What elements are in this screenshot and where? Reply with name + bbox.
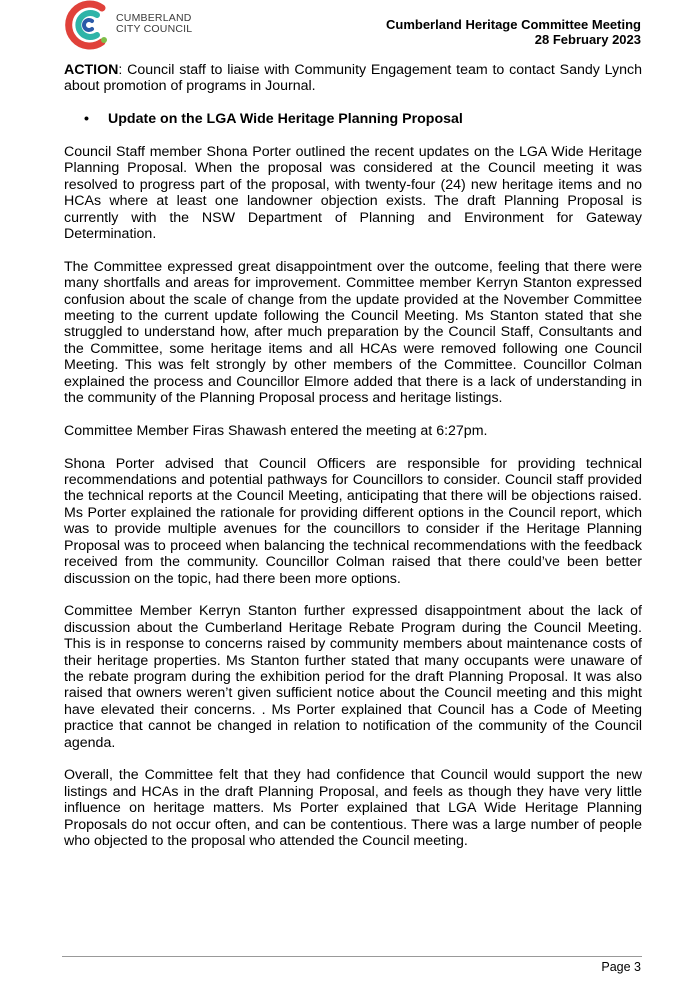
action-item (64, 62, 642, 95)
section-heading-text: Update on the LGA Wide Heritage Planning Proposal (108, 111, 463, 128)
action-label: ACTION (64, 62, 119, 78)
paragraph-4: Shona Porter advised that Council Officers are responsible for providing technical recommendations and potential pathways for Councillors to consider. Council staff provided the technical reports at the Council Meeting, anticipating that there will be objections raised. Ms Porter explained the rationale for providing different options in the Council report, which was to provide multiple avenues for the councillors to consider if the Heritage Planning Proposal was to proceed when balancing the technical recommendations with the feedback received from the community. Councillor Colman raised that there could’ve been better discussion on the topic, had there been more options. (64, 455, 642, 587)
paragraph-1: Council Staff member Shona Porter outlined the recent updates on the LGA Wide Heritage Planning Proposal. When the proposal was considered at the Council meeting it was resolved to progress part of the proposal, with twenty-four (24) new heritage items and no HCAs where at least one landowner objection exists. The draft Planning Proposal is currently with the NSW Department of Planning and Environment for Gateway Determination. (64, 144, 642, 243)
bullet-dot-icon: • (84, 111, 89, 128)
logo-wordmark (116, 13, 192, 35)
council-logo (64, 0, 204, 50)
action-text: : Council staff to liaise with Community Engagement team to contact Sandy Lynch about promotion of programs in Journal. (64, 62, 642, 95)
page-number: Page 3 (601, 960, 641, 974)
meeting-title: Cumberland Heritage Committee Meeting (386, 17, 641, 32)
section-heading (64, 111, 642, 127)
footer-divider (62, 956, 642, 957)
page-header (386, 17, 641, 47)
logo-line-2: CITY COUNCIL (116, 23, 193, 35)
paragraph-5: Committee Member Kerryn Stanton further expressed disappointment about the lack of discussion about the Cumberland Heritage Rebate Program during the Council Meeting. This is in response to concerns raised by community members about maintenance costs of their heritage properties. Ms Stanton further stated that many occupants were unaware of the rebate program during the exhibition period for the draft Planning Proposal. It was also raised that owners weren’t given sufficient notice about the Council meeting and this might have elevated their concerns. . Ms Porter explained that Council has a Code of Meeting practice that cannot be changed in relation to notification of the community of the Council agenda. (64, 603, 642, 751)
cumberland-c-logo-icon (64, 0, 112, 50)
meeting-date: 28 February 2023 (534, 32, 641, 47)
logo-line-1: CUMBERLAND (116, 12, 192, 24)
paragraph-2: The Committee expressed great disappointment over the outcome, feeling that there were many shortfalls and areas for improvement. Committee member Kerryn Stanton expressed confusion about the scale of change from the update provided at the November Committee meeting to the current update following the Council Meeting. Ms Stanton stated that she struggled to understand how, after much preparation by the Council Staff, Consultants and the Committee, some heritage items and all HCAs were removed following one Council Meeting. This was felt strongly by other members of the Committee. Councillor Colman explained the process and Councillor Elmore added that there is a lack of understanding in the community of the Planning Proposal process and heritage listings. (64, 258, 642, 407)
document-body (64, 62, 642, 866)
paragraph-3: Committee Member Firas Shawash entered the meeting at 6:27pm. (64, 422, 488, 439)
paragraph-6: Overall, the Committee felt that they had confidence that Council would support the new listings and HCAs in the draft Planning Proposal, and feels as though they have very little influence on heritage matters. Ms Porter explained that LGA Wide Heritage Planning Proposals do not occur often, and can be contentious. There was a large number of people who objected to the proposal who attended the Council meeting. (64, 767, 642, 849)
